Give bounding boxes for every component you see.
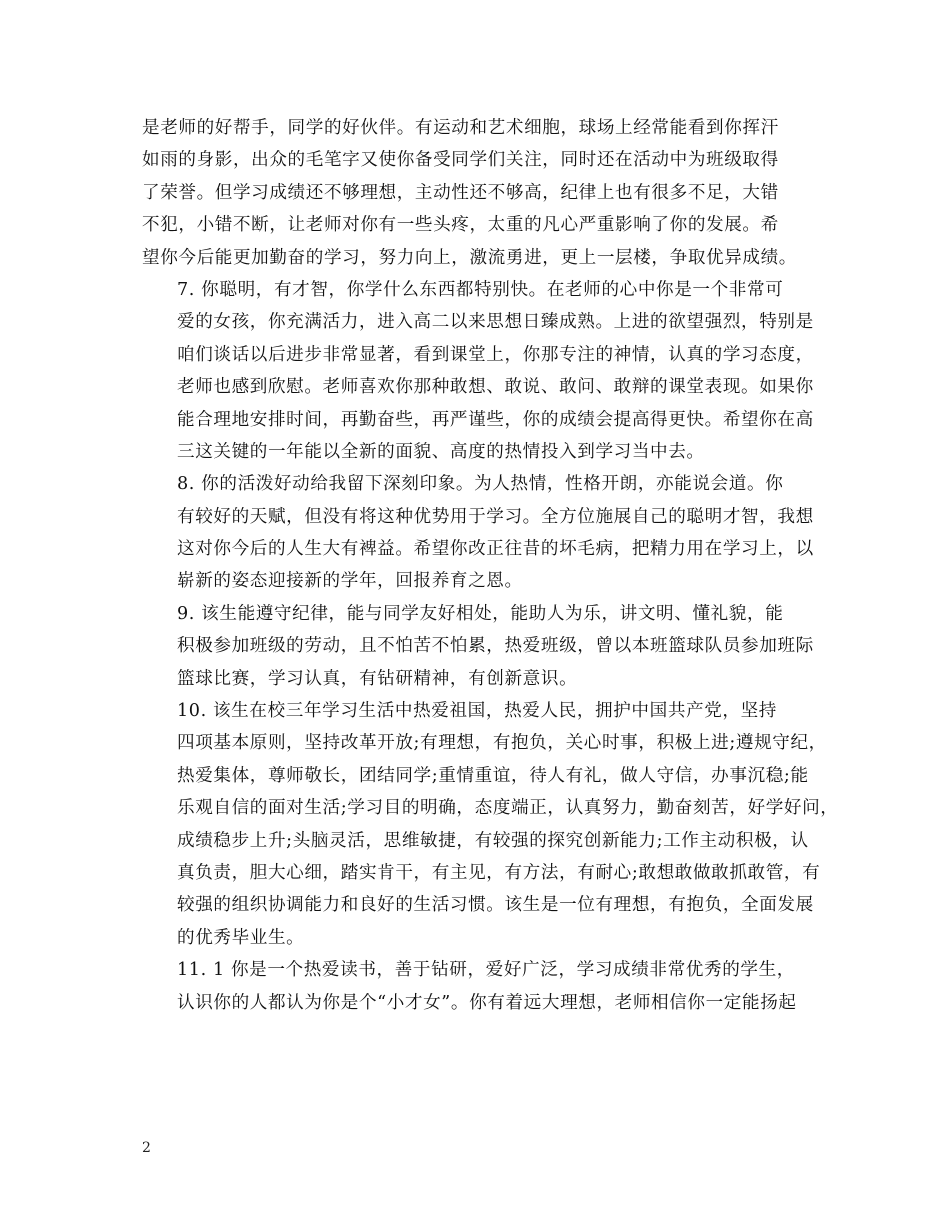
text-line: 咱们谈话以后进步非常显著，看到课堂上，你那专注的神情，认真的学习态度，: [177, 344, 814, 365]
text-line: 成绩稳步上升;头脑灵活，思维敏捷，有较强的探究创新能力;工作主动积极，认: [177, 830, 809, 851]
paragraph-p7: [142, 274, 832, 468]
text-line: 的优秀毕业生。: [177, 927, 305, 948]
paragraph-p9: [142, 598, 832, 695]
text-line: 真负责，胆大心细，踏实肯干，有主见，有方法，有耐心;敢想敢做敢抓敢管，有: [177, 862, 821, 883]
page-number: 2: [142, 1140, 151, 1156]
text-line: 认识你的人都认为你是个“小才女”。你有着远大理想，老师相信你一定能扬起: [177, 992, 797, 1013]
text-line: 9. 该生能遵守纪律，能与同学友好相处，能助人为乐，讲文明、懂礼貌，能: [177, 603, 784, 624]
text-line: 11. 1 你是一个热爱读书，善于钻研，爱好广泛，学习成绩非常优秀的学生，: [177, 960, 795, 981]
text-line: 7. 你聪明，有才智，你学什么东西都特别快。在老师的心中你是一个非常可: [177, 279, 784, 300]
text-line: 四项基本原则，坚持改革开放;有理想，有抱负，关心时事，积极上进;遵规守纪，: [177, 733, 827, 754]
text-line: 了荣誉。但学习成绩还不够理想，主动性还不够高，纪律上也有很多不足，大错: [142, 182, 779, 203]
document-body: [142, 112, 839, 1019]
text-line: 乐观自信的面对生活;学习目的明确，态度端正，认真努力，勤奋刻苦，好学好问，: [177, 798, 839, 819]
paragraph-p11: [142, 954, 832, 1019]
text-line: 三这关键的一年能以全新的面貌、高度的热情投入到学习当中去。: [177, 441, 705, 462]
text-line: 积极参加班级的劳动，且不怕苦不怕累，热爱班级，曾以本班篮球队员参加班际: [177, 636, 814, 657]
text-line: 10. 该生在校三年学习生活中热爱祖国，热爱人民，拥护中国共产党，坚持: [177, 701, 777, 722]
text-line: 老师也感到欣慰。老师喜欢你那种敢想、敢说、敢问、敢辩的课堂表现。如果你: [177, 377, 814, 398]
paragraph-p6-cont: [142, 112, 832, 274]
text-line: 崭新的姿态迎接新的学年，回报养育之恩。: [177, 571, 523, 592]
text-line: 热爱集体，尊师敬长，团结同学;重情重谊，待人有礼，做人守信，办事沉稳;能: [177, 765, 809, 786]
text-line: 篮球比赛，学习认真，有钻研精神，有创新意识。: [177, 668, 578, 689]
text-line: 较强的组织协调能力和良好的生活习惯。该生是一位有理想，有抱负，全面发展: [177, 895, 814, 916]
text-line: 这对你今后的人生大有裨益。希望你改正往昔的坏毛病，把精力用在学习上，以: [177, 539, 814, 560]
paragraph-p8: [142, 468, 832, 598]
paragraph-p10: [142, 695, 839, 954]
text-line: 望你今后能更加勤奋的学习，努力向上，激流勇进，更上一层楼，争取优异成绩。: [142, 247, 797, 268]
text-line: 8. 你的活泼好动给我留下深刻印象。为人热情，性格开朗，亦能说会道。你: [177, 474, 784, 495]
text-line: 不犯，小错不断，让老师对你有一些头疼，太重的凡心严重影响了你的发展。希: [142, 215, 779, 236]
text-line: 有较好的天赋，但没有将这种优势用于学习。全方位施展自己的聪明才智，我想: [177, 506, 814, 527]
text-line: 是老师的好帮手，同学的好伙伴。有运动和艺术细胞，球场上经常能看到你挥汗: [142, 118, 779, 138]
text-line: 爱的女孩，你充满活力，进入高二以来思想日臻成熟。上进的欲望强烈，特别是: [177, 312, 814, 333]
text-line: 能合理地安排时间，再勤奋些，再严谨些，你的成绩会提高得更快。希望你在高: [177, 409, 814, 430]
text-line: 如雨的身影，出众的毛笔字又使你备受同学们关注，同时还在活动中为班级取得: [142, 150, 779, 171]
